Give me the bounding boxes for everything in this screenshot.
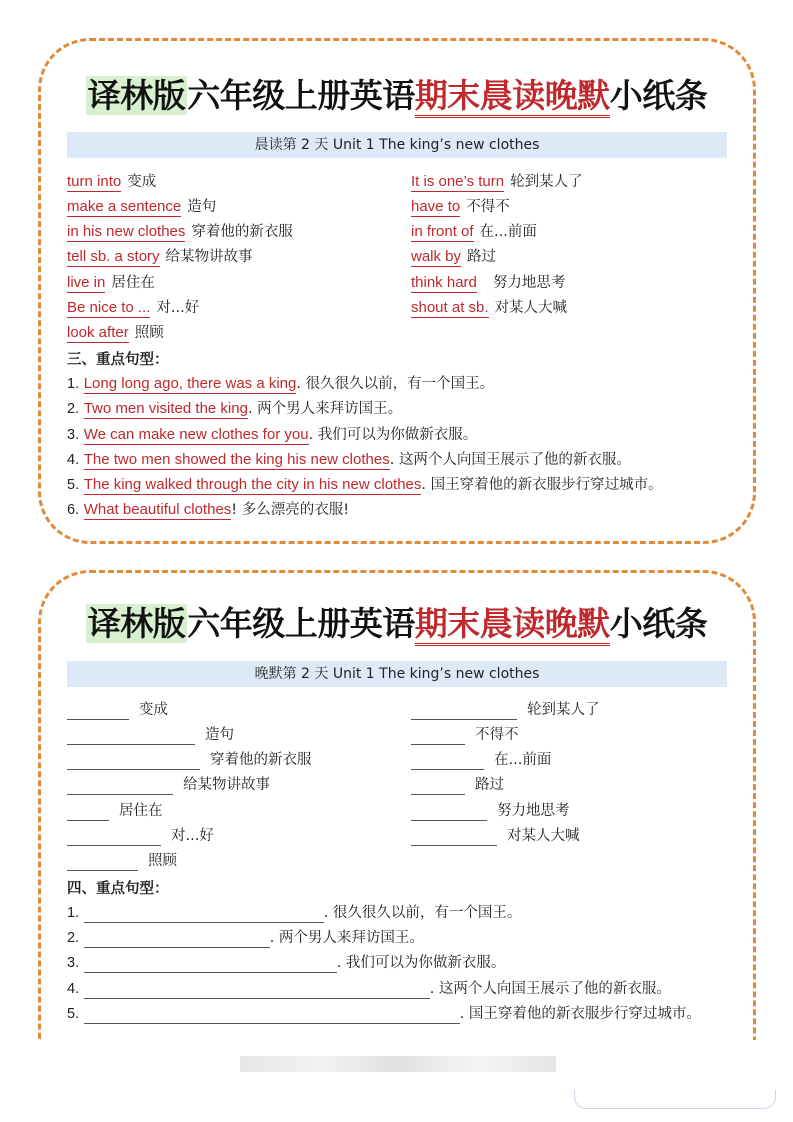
phrase-row: Be nice to ... 对...好 <box>67 299 200 316</box>
section-title-morning: 三、重点句型： <box>67 352 169 368</box>
sentence-blank-row: 4. . 这两个人向国王展示了他的新衣服。 <box>67 981 671 997</box>
page-title-morning: 译林版六年级上册英语期末晨读晚默小纸条 <box>0 70 793 117</box>
phrase-row: in front of 在...前面 <box>411 223 537 240</box>
sentence-row: 2. Two men visited the king. 两个男人来拜访国王。 <box>67 400 403 417</box>
section-title-evening: 四、重点句型： <box>67 881 169 897</box>
phrase-row: in his new clothes 穿着他的新衣服 <box>67 223 293 240</box>
answer-blank[interactable] <box>84 982 430 999</box>
answer-blank[interactable] <box>67 703 129 720</box>
sentence-row: 1. Long long ago, there was a king. 很久很久以前，有一个国王。 <box>67 375 495 392</box>
answer-blank[interactable] <box>67 829 161 846</box>
blank-row: 努力地思考 <box>411 801 570 821</box>
phrase-row: shout at sb. 对某人大喊 <box>411 299 568 316</box>
phrase-row: look after 照顾 <box>67 324 164 341</box>
blank-row: 不得不 <box>411 725 519 745</box>
answer-blank[interactable] <box>67 804 109 821</box>
answer-blank[interactable] <box>67 753 200 770</box>
answer-blank[interactable] <box>67 728 195 745</box>
answer-blank[interactable] <box>84 956 337 973</box>
answer-blank[interactable] <box>411 703 517 720</box>
phrase-row: turn into 变成 <box>67 173 157 190</box>
answer-blank[interactable] <box>411 753 484 770</box>
answer-blank[interactable] <box>84 931 270 948</box>
answer-blank[interactable] <box>411 829 497 846</box>
blank-row: 变成 <box>67 700 168 720</box>
phrase-row: walk by 路过 <box>411 248 497 265</box>
blank-row: 轮到某人了 <box>411 700 600 720</box>
blank-row: 穿着他的新衣服 <box>67 750 312 770</box>
blank-row: 在...前面 <box>411 750 551 770</box>
blank-row: 路过 <box>411 775 504 795</box>
blank-row: 对某人大喊 <box>411 826 580 846</box>
sentence-blank-row: 5. . 国王穿着他的新衣服步行穿过城市。 <box>67 1006 701 1022</box>
answer-blank[interactable] <box>411 728 465 745</box>
evening-header-bar: 晚默第 2 天 Unit 1 The king’s new clothes <box>67 661 727 687</box>
page-corner-decoration <box>574 1090 776 1109</box>
sentence-row: 6. What beautiful clothes! 多么漂亮的衣服! <box>67 501 350 518</box>
sentence-row: 3. We can make new clothes for you. 我们可以为你做新衣服。 <box>67 426 478 443</box>
answer-blank[interactable] <box>67 778 173 795</box>
blank-row: 对...好 <box>67 826 214 846</box>
phrase-row: have to 不得不 <box>411 198 510 215</box>
phrase-row: tell sb. a story 给某物讲故事 <box>67 248 253 265</box>
answer-blank[interactable] <box>411 804 487 821</box>
phrase-row: It is one’s turn 轮到某人了 <box>411 173 583 190</box>
phrase-row: live in 居住在 <box>67 274 155 291</box>
phrase-row: think hard 努力地思考 <box>411 274 566 291</box>
sentence-blank-row: 3. . 我们可以为你做新衣服。 <box>67 955 506 971</box>
answer-blank[interactable] <box>411 778 465 795</box>
sentence-blank-row: 1. . 很久很久以前，有一个国王。 <box>67 905 522 921</box>
sentence-blank-row: 2. . 两个男人来拜访国王。 <box>67 930 424 946</box>
blank-row: 造句 <box>67 725 234 745</box>
sentence-row: 4. The two men showed the king his new clothes. 这两个人向国王展示了他的新衣服。 <box>67 451 631 468</box>
blank-row: 居住在 <box>67 801 163 821</box>
phrase-row: make a sentence 造句 <box>67 198 217 215</box>
blurred-watermark <box>240 1056 556 1072</box>
sentence-row: 5. The king walked through the city in his new clothes. 国王穿着他的新衣服步行穿过城市。 <box>67 476 663 493</box>
answer-blank[interactable] <box>84 1007 460 1024</box>
page-title-evening: 译林版六年级上册英语期末晨读晚默小纸条 <box>0 598 793 645</box>
answer-blank[interactable] <box>84 906 324 923</box>
blank-row: 给某物讲故事 <box>67 775 270 795</box>
answer-blank[interactable] <box>67 854 138 871</box>
blank-row: 照顾 <box>67 851 177 871</box>
morning-header-bar: 晨读第 2 天 Unit 1 The king’s new clothes <box>67 132 727 158</box>
